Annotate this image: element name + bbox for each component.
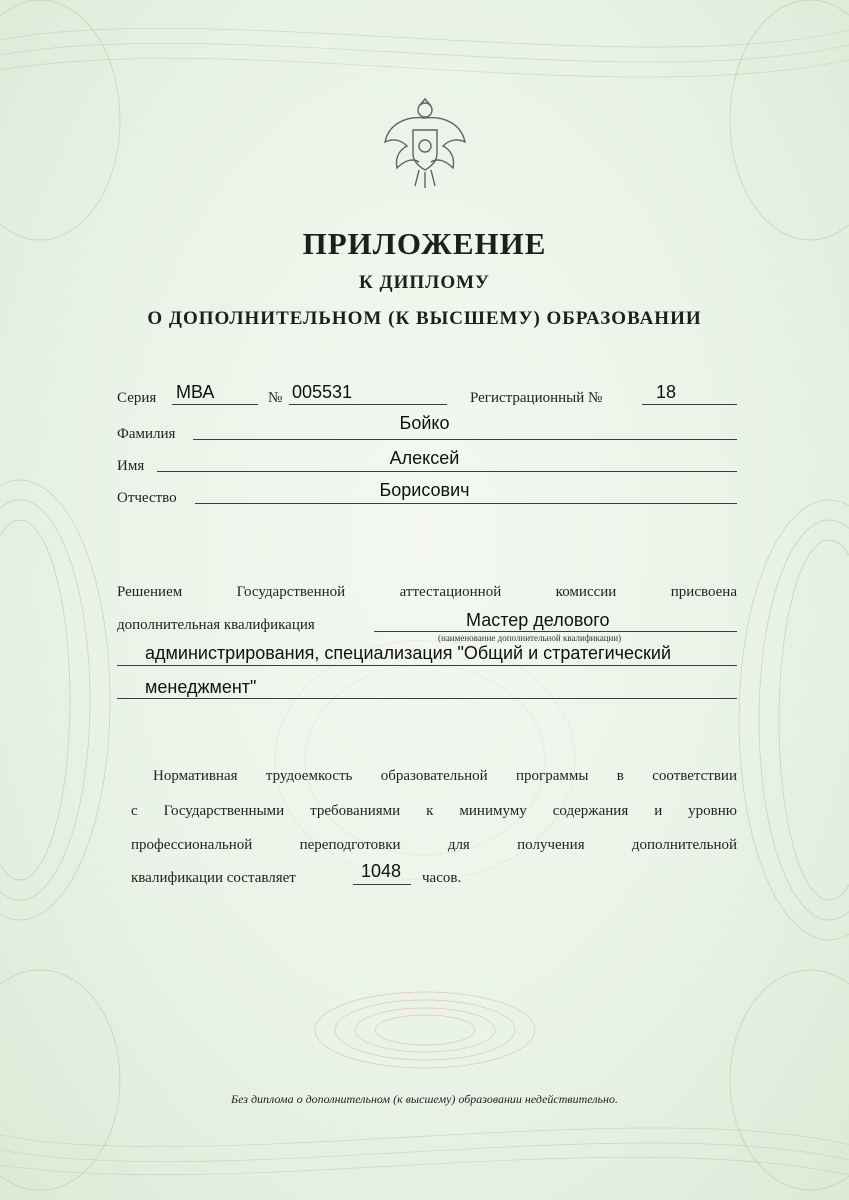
workload-line-4-suffix: часов.	[422, 870, 462, 886]
page-title: ПРИЛОЖЕНИЕ	[302, 226, 547, 261]
name-value: Алексей	[389, 448, 460, 468]
name-underline	[157, 471, 737, 472]
qualification-sentence: Решением Государственной аттестационной комиссии присвоена	[117, 584, 737, 600]
qualification-value-1: Мастер делового	[466, 610, 610, 630]
hours-value: 1048	[361, 861, 402, 881]
patronymic-value: Борисович	[379, 480, 470, 500]
surname-value: Бойко	[399, 413, 450, 433]
qualification-value-2: администрирования, специализация "Общий и стратегический	[145, 643, 672, 663]
qualification-label: дополнительная квалификация	[117, 617, 315, 633]
number-label: №	[268, 390, 283, 406]
registration-underline	[642, 404, 737, 405]
series-underline	[172, 404, 258, 405]
surname-underline	[193, 439, 737, 440]
workload-line-2: с Государственными требованиями к минимуму содержания и уровню	[131, 803, 737, 819]
qualification-underline-2	[117, 665, 737, 666]
registration-label: Регистрационный №	[470, 390, 603, 406]
qualification-underline-1	[374, 631, 737, 632]
workload-line-3: профессиональной переподготовки для получения дополнительной	[131, 837, 737, 853]
workload-line-1: Нормативная трудоемкость образовательной программы в соответствии	[153, 768, 737, 784]
number-value: 005531	[292, 382, 353, 402]
page-subtitle-2: О ДОПОЛНИТЕЛЬНОМ (К ВЫСШЕМУ) ОБРАЗОВАНИИ	[147, 308, 702, 329]
qualification-value-3: менеджмент"	[145, 677, 257, 697]
qualification-caption: (наименование дополнительной квалификации)	[438, 633, 622, 643]
patronymic-underline	[195, 503, 737, 504]
series-value: МВА	[176, 382, 215, 402]
surname-label: Фамилия	[117, 426, 176, 442]
hours-underline	[353, 884, 411, 885]
coat-of-arms-emblem	[379, 96, 471, 192]
name-label: Имя	[117, 458, 145, 474]
registration-value: 18	[656, 382, 677, 402]
series-label: Серия	[117, 390, 157, 406]
qualification-underline-3	[117, 698, 737, 699]
validity-note: Без диплома о дополнительном (к высшему) образовании недействительно.	[231, 1092, 618, 1106]
workload-line-4-prefix: квалификации составляет	[131, 870, 296, 886]
number-underline	[289, 404, 447, 405]
page-subtitle-1: К ДИПЛОМУ	[359, 272, 490, 293]
patronymic-label: Отчество	[117, 490, 177, 506]
